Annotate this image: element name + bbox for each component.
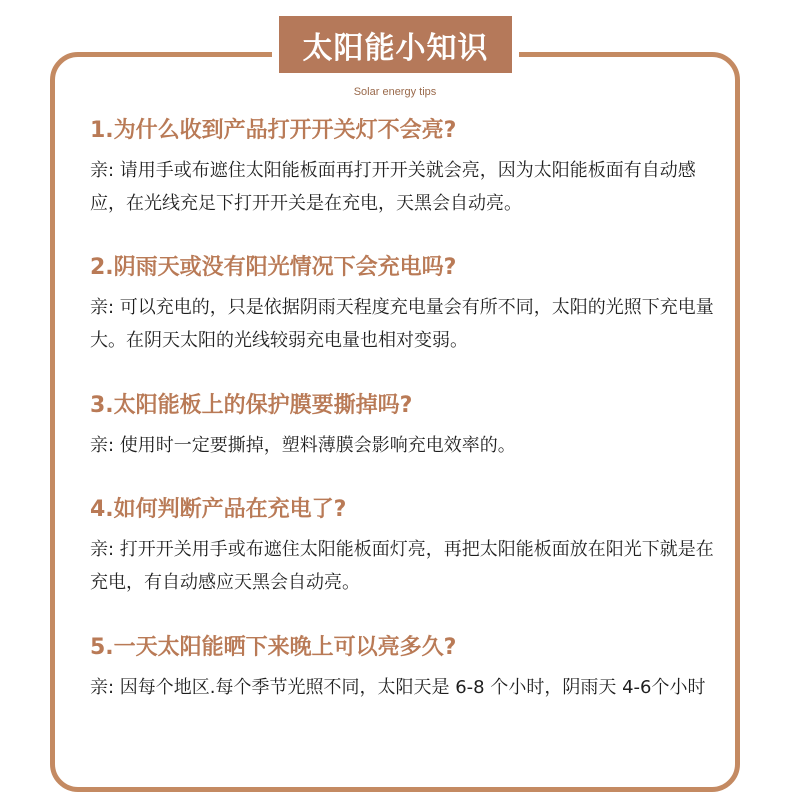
faq-item-5	[90, 634, 720, 704]
faq-answer: 亲: 打开开关用手或布遮住太阳能板面灯亮，再把太阳能板面放在阳光下就是在充电，有自动感应天黑会自动亮。	[90, 539, 714, 593]
faq-answer: 亲: 请用手或布遮住太阳能板面再打开开关就会亮，因为太阳能板面有自动感应，在光线充足下打开开关是在充电，天黑会自动亮。	[90, 160, 696, 214]
faq-item-3	[90, 392, 720, 462]
page-title: 太阳能小知识	[279, 16, 512, 73]
faq-answer: 亲: 使用时一定要撕掉，塑料薄膜会影响充电效率的。	[90, 435, 516, 456]
faq-item-1	[90, 117, 720, 220]
faq-question: 3.太阳能板上的保护膜要撕掉吗?	[90, 393, 413, 418]
faq-item-4	[90, 496, 720, 599]
faq-question: 4.如何判断产品在充电了?	[90, 497, 347, 522]
faq-answer: 亲: 因每个地区.每个季节光照不同，太阳天是 6-8 个小时，阴雨天 4-6个小时	[90, 677, 706, 698]
faq-question: 2.阴雨天或没有阳光情况下会充电吗?	[90, 255, 457, 280]
faq-question: 5.一天太阳能晒下来晚上可以亮多久?	[90, 635, 457, 660]
faq-answer: 亲: 可以充电的，只是依据阴雨天程度充电量会有所不同，太阳的光照下充电量大。在阴天太阳的光线较弱充电量也相对变弱。	[90, 297, 714, 351]
faq-question: 1.为什么收到产品打开开关灯不会亮?	[90, 118, 457, 143]
faq-item-2	[90, 254, 720, 357]
page-subtitle: Solar energy tips	[353, 86, 437, 98]
